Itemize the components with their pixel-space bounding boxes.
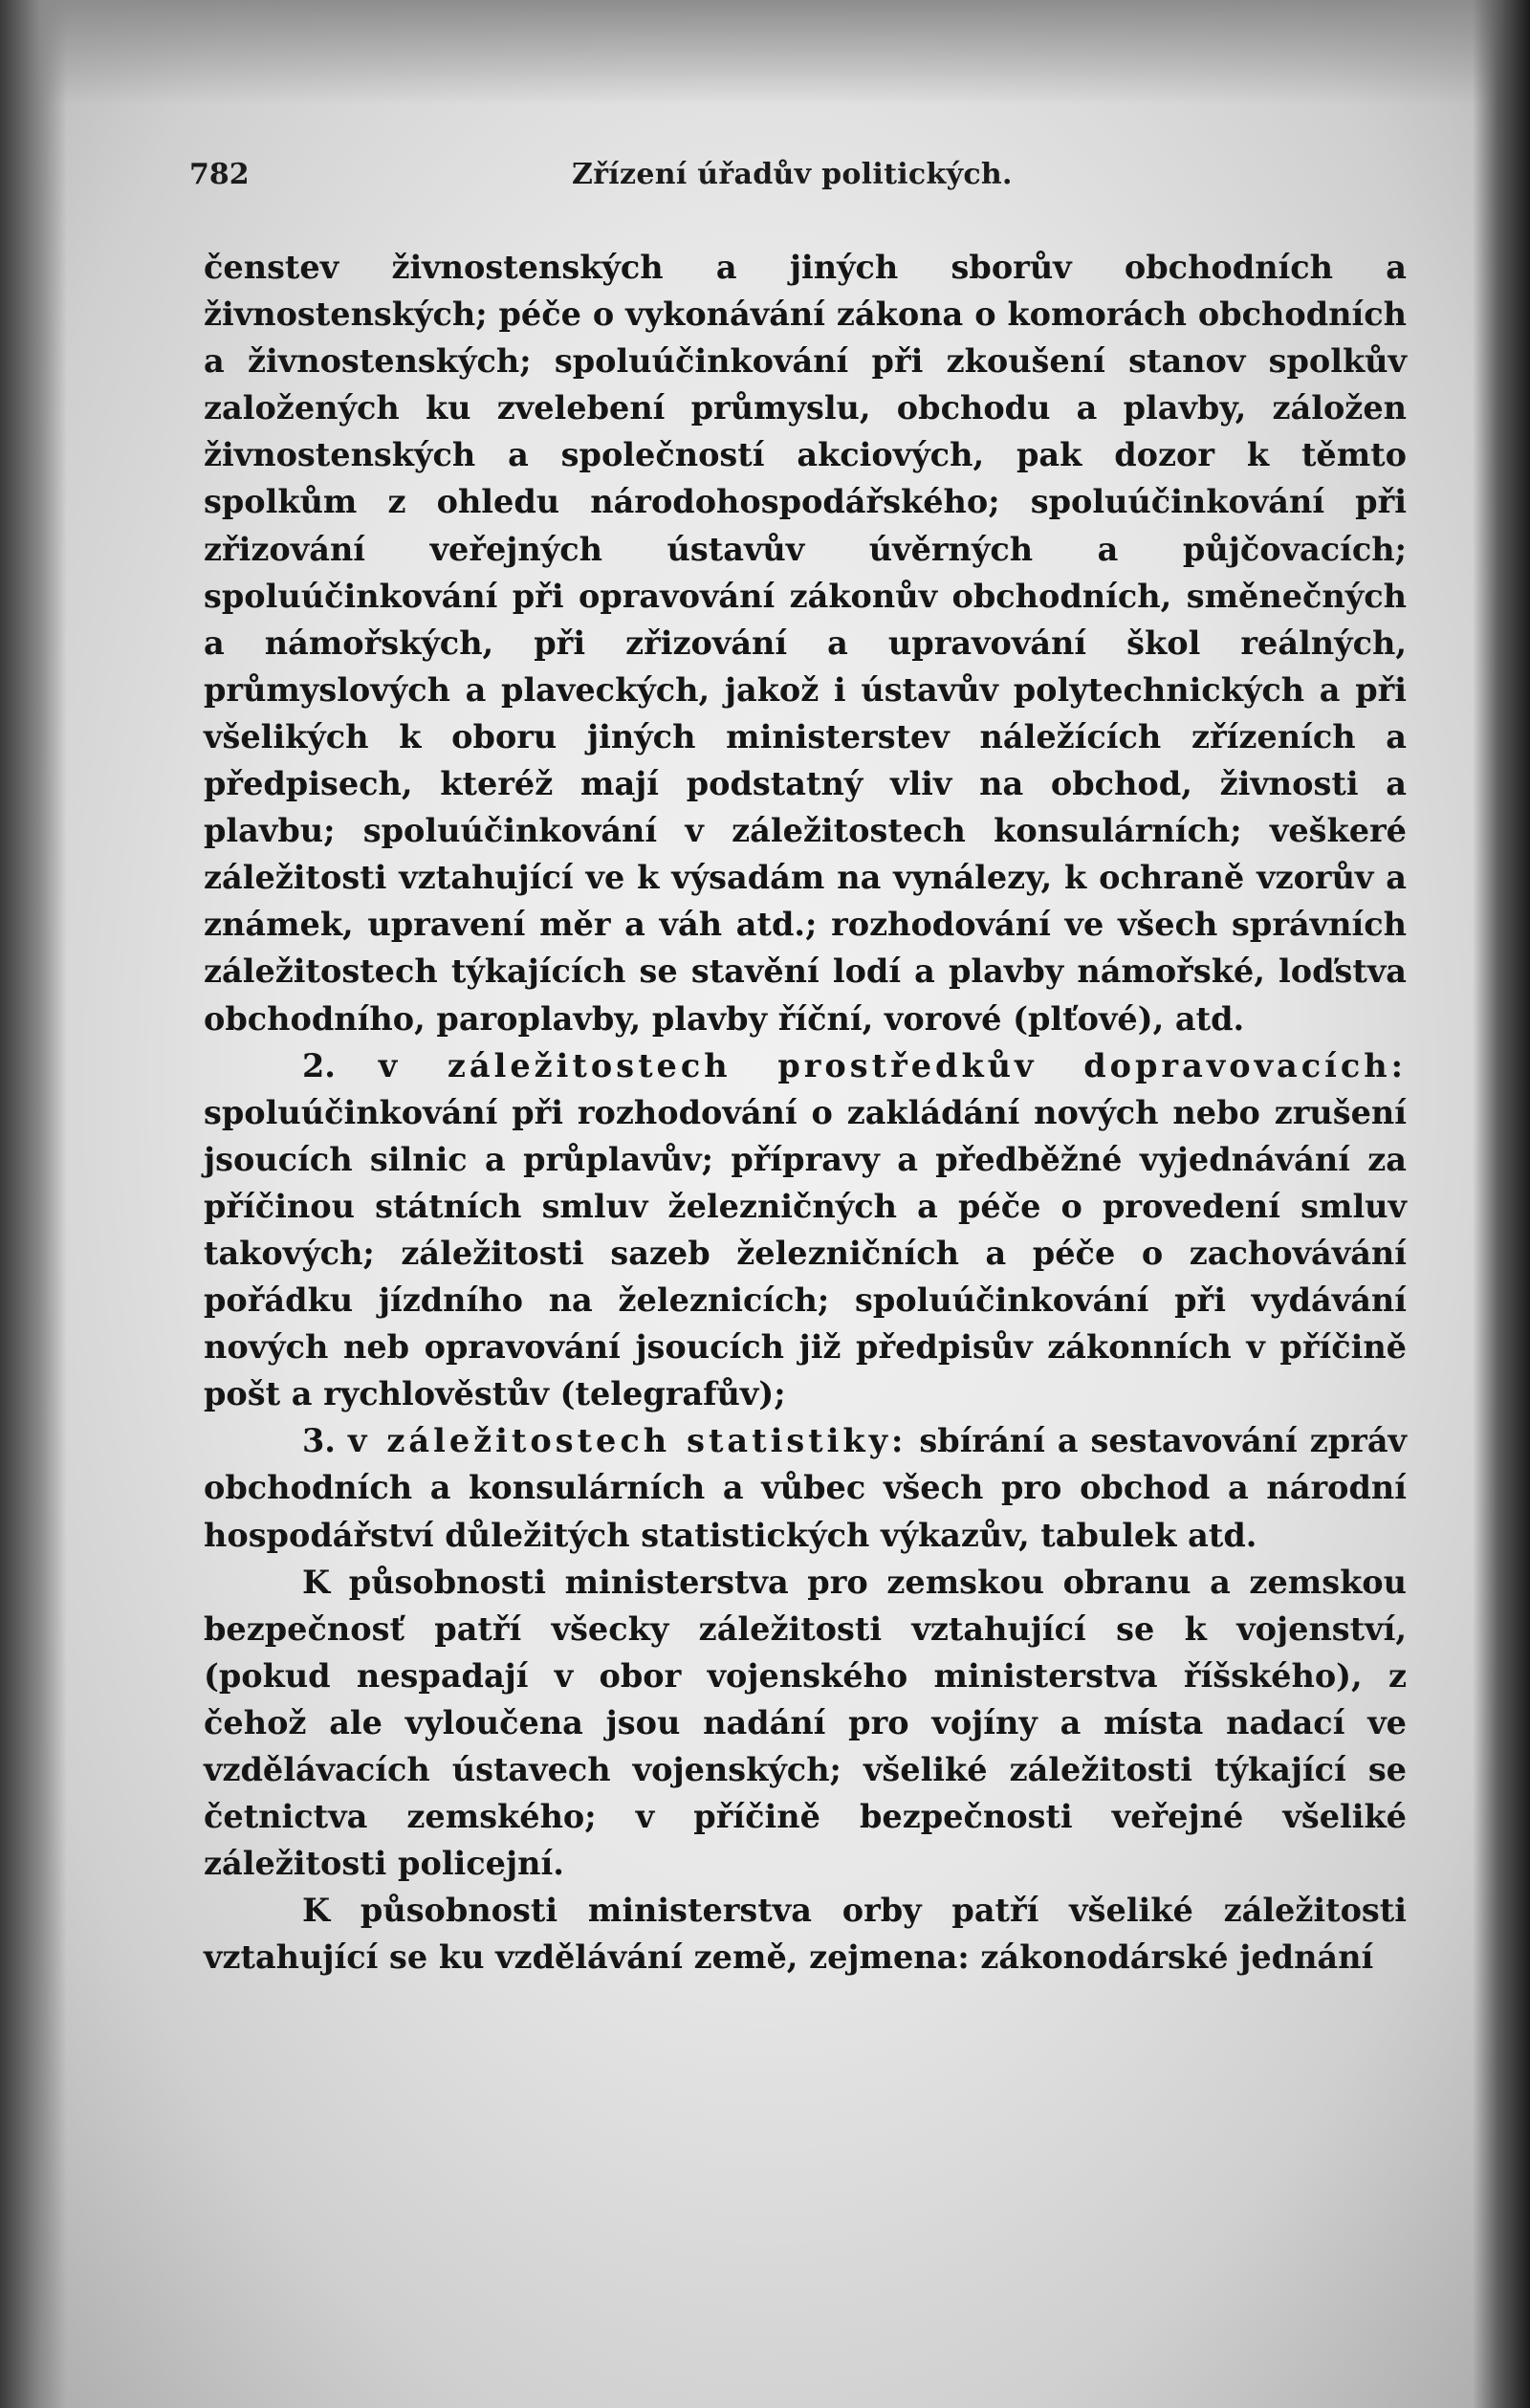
paragraph-defense-ministry (204, 1559, 1407, 1888)
body-text (204, 244, 1407, 1981)
paragraph-item-3 (204, 1417, 1407, 1558)
right-binding-shadow (1473, 0, 1530, 2408)
paragraph-item-2 (204, 1042, 1407, 1418)
item-heading: v záležitostech prostředkův dopravovacích: (378, 1046, 1407, 1084)
running-title: Zřízení úřadův politických. (572, 158, 1013, 191)
paragraph-agriculture-ministry (204, 1887, 1407, 1981)
page-header (189, 158, 1337, 206)
paragraph-text: čenstev živnostenských a jiných sborův obchodních a živnostenských; péče o vykonávání zákona o komorách obchodních a živnostenských; spoluúčinkování při zkoušení stanov spolkův založených ku zvelebení průmyslu, obchodu a plavby, záložen živnostenských a společností akciových, pak dozor k těmto spolkům z ohledu národohospodářského; spoluúčinkování při zřizování veřejných ústavův úvěrných a půjčovacích; spoluúčinkování při opravování zákonův obchodních, směnečných a námořských, při zřizování a upravování škol reálných, průmyslových a plaveckých, jakož i ústavův polytechnických a při všelikých k oboru jiných ministerstev náležících zřízeních a předpisech, kteréž mají podstatný vliv na obchod, živnosti a plavbu; spoluúčinkování v záležitostech konsulárních; veškeré záležitosti vztahující ve k výsadám na vynálezy, k ochraně vzorův a známek, upravení měr a váh atd.; rozhodování ve všech správních záležitostech týkajících se stavění lodí a plavby námořské, loďstva obchodního, paroplavby, plavby říční, vorové (plťové), atd. (204, 249, 1407, 1038)
paragraph-continuation (204, 244, 1407, 1042)
paragraph-text: spoluúčinkování při rozhodování o zakládání nových nebo zrušení jsoucích silnic a průplavův; přípravy a předběžné vyjednávání za příčinou státních smluv železničných a péče o provedení smluv takových; záležitosti sazeb železničních a péče o zachovávání pořádku jízdního na železnicích; spoluúčinkování při vydávání nových neb opravování jsoucích již předpisův zákonních v příčině pošt a rychlověstův (telegrafův); (204, 1093, 1407, 1413)
paragraph-text: K působnosti ministerstva orby patří všeliké záležitosti vztahující se ku vzdělávání země, zejmena: zákonodárské jednání (204, 1892, 1407, 1977)
item-number: 2. (302, 1046, 336, 1084)
paragraph-text: sbírání a sestavování zpráv obchodních a konsulárních a vůbec všech pro obchod a národní hospodářství důležitých statistických výkazův, tabulek atd. (204, 1422, 1407, 1554)
item-number: 3. (302, 1422, 336, 1460)
item-heading: v záležitostech statistiky: (347, 1422, 907, 1460)
page-number: 782 (189, 158, 250, 191)
top-scan-shadow (0, 0, 1530, 105)
paragraph-text: K působnosti ministerstva pro zemskou obranu a zemskou bezpečnosť patří všecky záležitosti vztahující se k vojenství, (pokud nespadají v obor vojenského ministerstva říšského), z čehož ale vyloučena jsou nadání pro vojíny a místa nadací ve vzdělávacích ústavech vojenských; všeliké záležitosti týkající se četnictva zemského; v příčině bezpečnosti veřejné všeliké záležitosti policejní. (204, 1563, 1407, 1883)
left-page-edge (0, 0, 67, 2408)
